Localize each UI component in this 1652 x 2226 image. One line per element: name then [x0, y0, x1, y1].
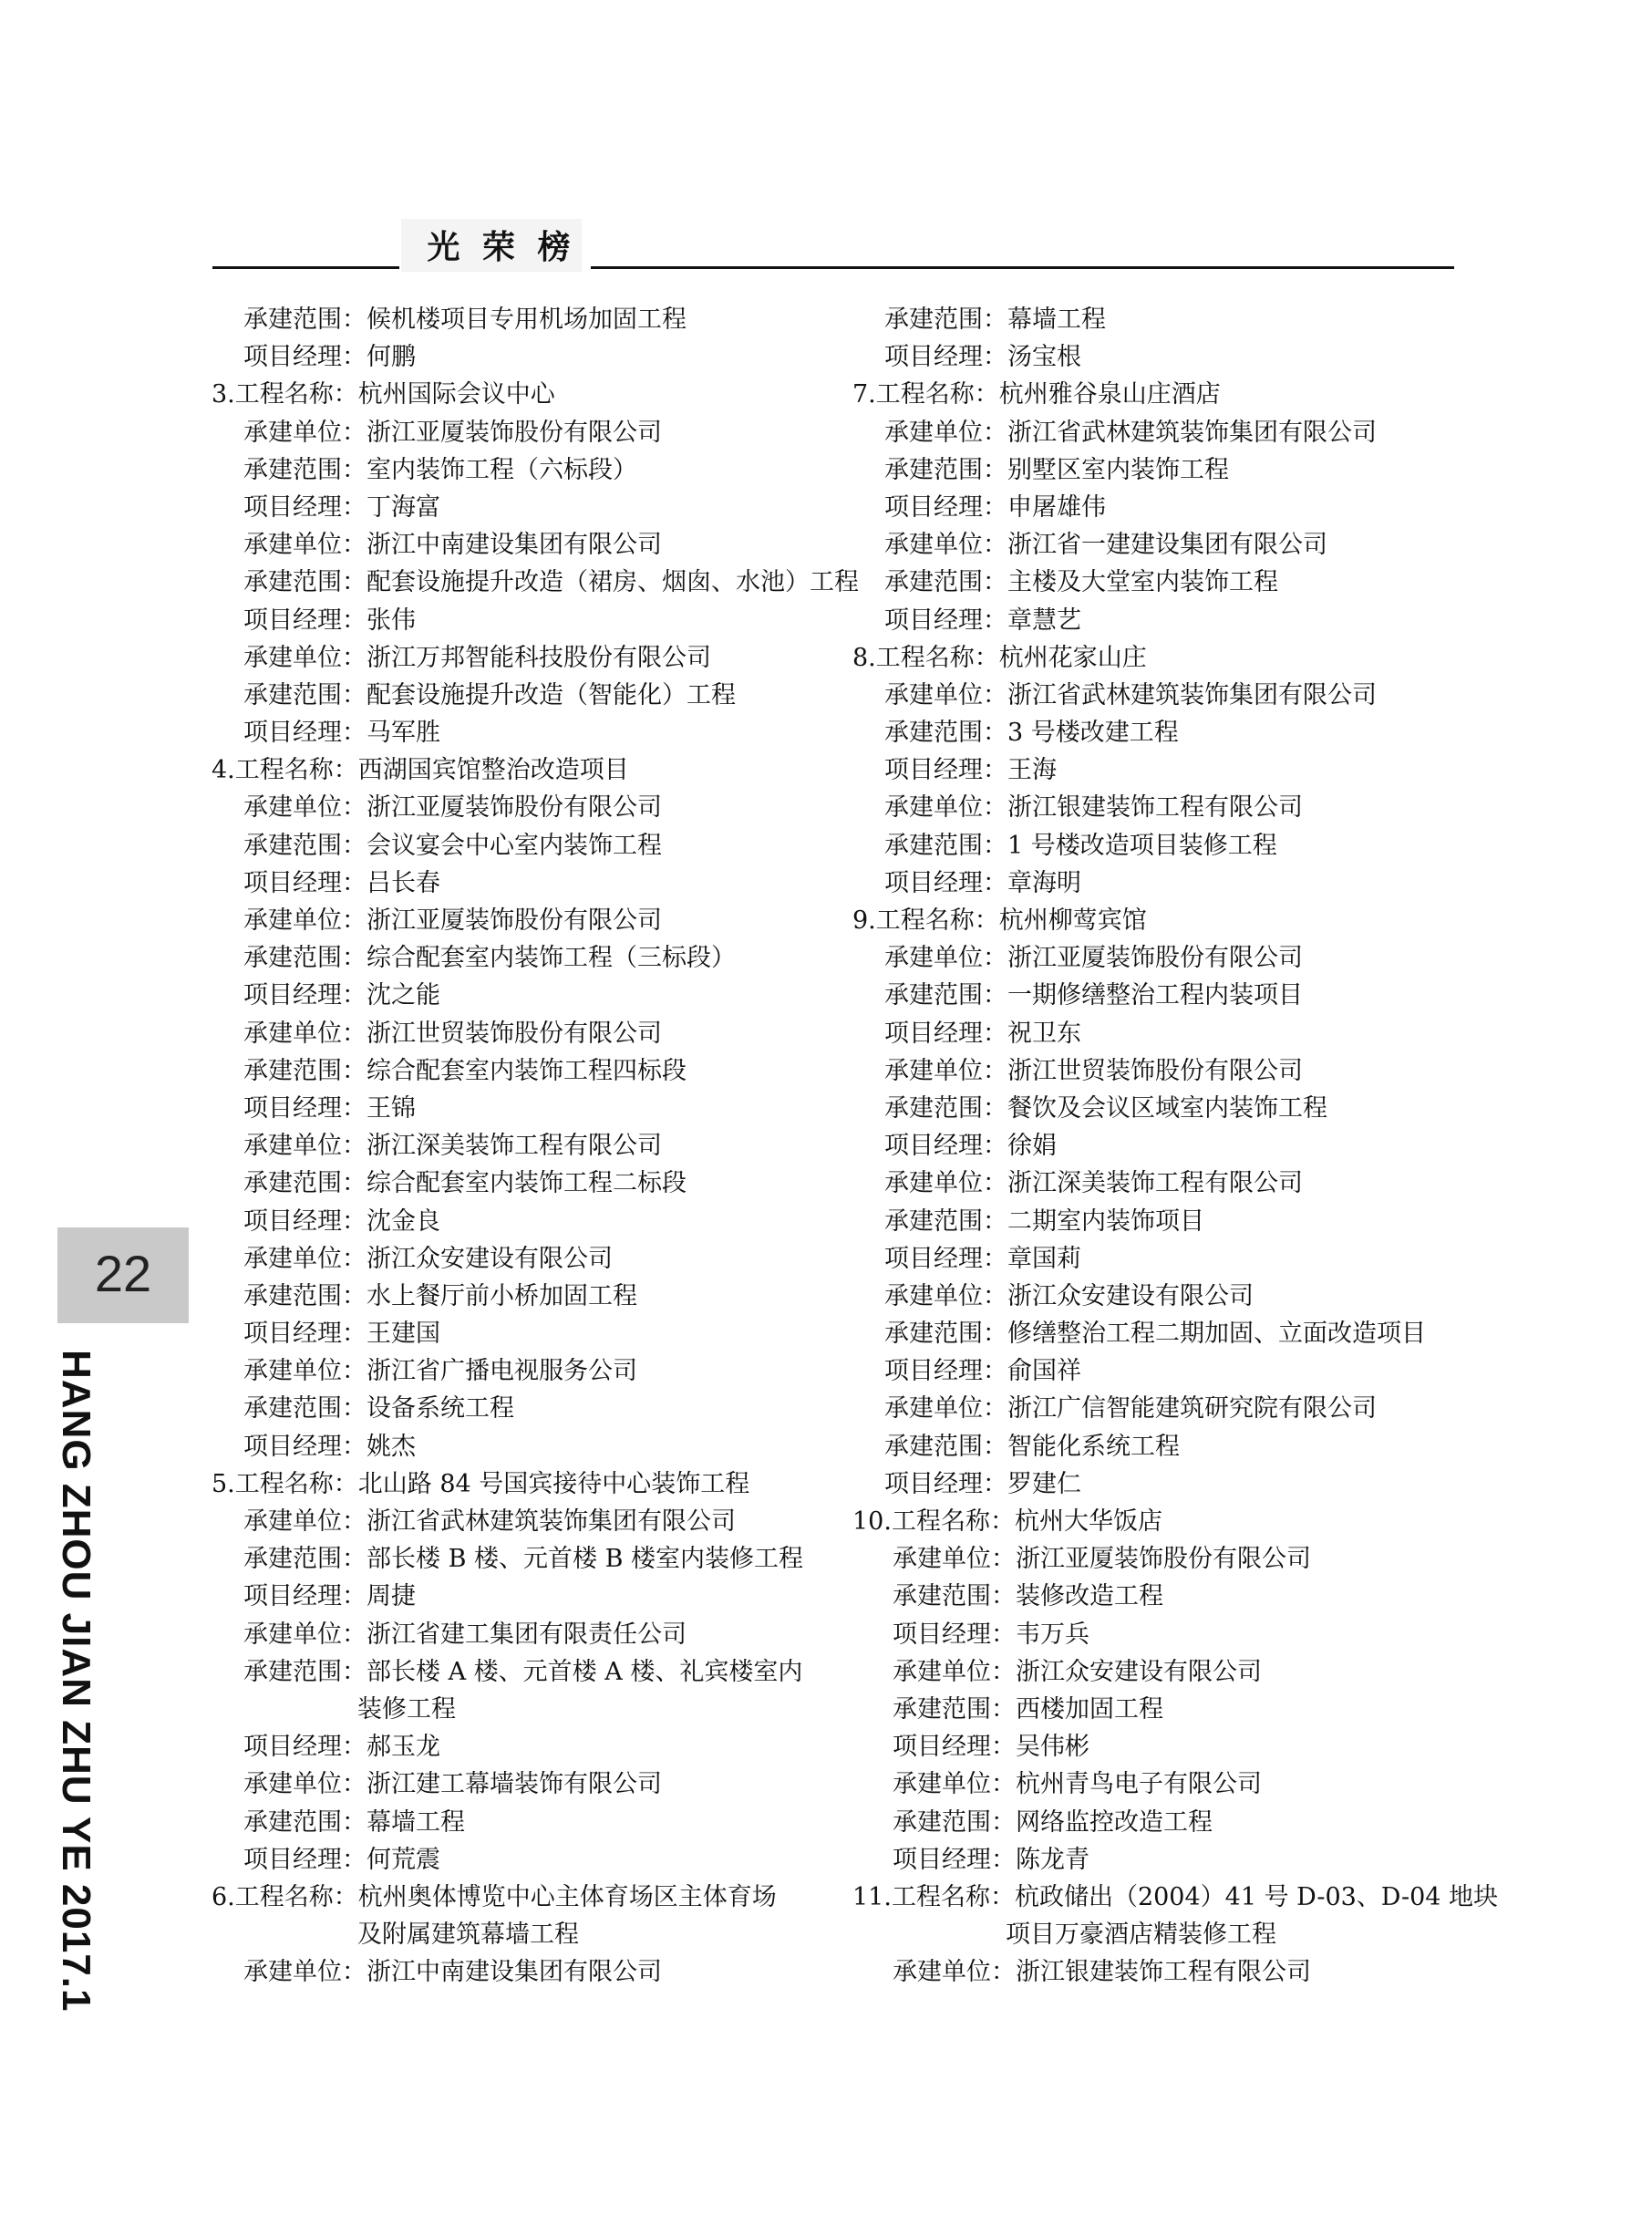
list-item: 项目经理：何鹏 — [243, 343, 416, 372]
list-item: 承建单位：浙江众安建设有限公司 — [893, 1657, 1262, 1686]
list-item: 承建单位：浙江省武林建筑装饰集团有限公司 — [884, 418, 1377, 447]
list-item: 承建范围：一期修缮整治工程内装项目 — [884, 981, 1303, 1010]
header-rule-right — [591, 266, 1454, 269]
list-item: 承建范围：部长楼 B 楼、元首楼 B 楼室内装修工程 — [243, 1545, 804, 1574]
list-item: 项目经理：吴伟彬 — [893, 1733, 1089, 1762]
page-number: 22 — [94, 1245, 152, 1302]
list-item: 项目经理：罗建仁 — [884, 1469, 1081, 1498]
list-item: 及附属建筑幕墙工程 — [357, 1921, 579, 1950]
project-heading: 11.工程名称：杭政储出（2004）41 号 D-03、D-04 地块 — [852, 1882, 1499, 1911]
list-item: 承建范围：幕墙工程 — [884, 305, 1106, 334]
right-column — [852, 301, 1499, 1991]
list-item: 承建范围：餐饮及会议区域室内装饰工程 — [884, 1093, 1327, 1123]
list-item: 承建范围：配套设施提升改造（裙房、烟囱、水池）工程 — [243, 568, 859, 597]
list-item: 项目经理：沈金良 — [243, 1206, 440, 1236]
list-item: 项目经理：姚杰 — [243, 1432, 416, 1461]
list-item: 承建单位：浙江世贸装饰股份有限公司 — [884, 1056, 1303, 1085]
list-item: 承建单位：浙江银建装饰工程有限公司 — [893, 1958, 1311, 1987]
list-item: 项目经理：章海明 — [884, 868, 1081, 897]
list-item: 承建单位：浙江亚厦装饰股份有限公司 — [243, 906, 662, 935]
list-item: 承建范围：综合配套室内装饰工程二标段 — [243, 1169, 687, 1198]
list-item: 承建单位：浙江广信智能建筑研究院有限公司 — [884, 1394, 1377, 1424]
list-item: 承建单位：浙江省广播电视服务公司 — [243, 1357, 637, 1386]
list-item: 承建范围：综合配套室内装饰工程（三标段） — [243, 944, 736, 973]
page-number-box — [57, 1227, 189, 1323]
list-item: 承建单位：浙江建工幕墙装饰有限公司 — [243, 1770, 662, 1799]
list-item: 承建范围：修缮整治工程二期加固、立面改造项目 — [884, 1320, 1426, 1349]
list-item: 承建单位：浙江世贸装饰股份有限公司 — [243, 1019, 662, 1048]
list-item: 承建单位：浙江深美装饰工程有限公司 — [243, 1132, 662, 1161]
list-item: 承建范围：1 号楼改造项目装修工程 — [884, 831, 1277, 860]
list-item: 承建范围：室内装饰工程（六标段） — [243, 455, 637, 484]
list-item: 承建单位：浙江中南建设集团有限公司 — [243, 1958, 662, 1987]
list-item: 项目万豪酒店精装修工程 — [1006, 1921, 1276, 1950]
project-heading: 4.工程名称：西湖国宾馆整治改造项目 — [212, 756, 629, 785]
list-item: 承建范围：3 号楼改建工程 — [884, 719, 1179, 748]
list-item: 承建单位：杭州青鸟电子有限公司 — [893, 1770, 1262, 1799]
project-heading: 8.工程名称：杭州花家山庄 — [852, 643, 1147, 672]
list-item: 项目经理：丁海富 — [243, 492, 440, 522]
list-item: 承建范围：网络监控改造工程 — [893, 1807, 1213, 1837]
list-item: 承建单位：浙江万邦智能科技股份有限公司 — [243, 643, 711, 672]
list-item: 承建范围：智能化系统工程 — [884, 1432, 1180, 1461]
list-item: 承建范围：别墅区室内装饰工程 — [884, 455, 1229, 484]
list-item: 承建范围：综合配套室内装饰工程四标段 — [243, 1056, 687, 1085]
header-rule-left — [212, 266, 399, 269]
project-heading: 5.工程名称：北山路 84 号国宾接待中心装饰工程 — [212, 1469, 750, 1498]
list-item: 承建单位：浙江省武林建筑装饰集团有限公司 — [243, 1507, 736, 1536]
list-item: 承建单位：浙江省一建建设集团有限公司 — [884, 531, 1327, 560]
list-item: 承建单位：浙江众安建设有限公司 — [243, 1244, 613, 1273]
list-item: 项目经理：郝玉龙 — [243, 1733, 440, 1762]
list-item: 项目经理：章慧艺 — [884, 606, 1081, 635]
list-item: 承建单位：浙江深美装饰工程有限公司 — [884, 1169, 1303, 1198]
list-item: 项目经理：王锦 — [243, 1093, 416, 1123]
list-item: 项目经理：韦万兵 — [893, 1620, 1089, 1649]
list-item: 项目经理：徐娟 — [884, 1132, 1057, 1161]
list-item: 项目经理：俞国祥 — [884, 1357, 1081, 1386]
list-item: 承建单位：浙江众安建设有限公司 — [884, 1281, 1254, 1310]
list-item: 承建范围：装修改造工程 — [893, 1582, 1163, 1611]
list-item: 承建范围：主楼及大堂室内装饰工程 — [884, 568, 1278, 597]
list-item: 承建单位：浙江银建装饰工程有限公司 — [884, 793, 1303, 823]
list-item: 项目经理：汤宝根 — [884, 343, 1081, 372]
list-item: 装修工程 — [357, 1694, 456, 1724]
list-item: 承建范围：会议宴会中心室内装饰工程 — [243, 831, 662, 860]
list-item: 项目经理：王建国 — [243, 1320, 440, 1349]
list-item: 项目经理：何荒震 — [243, 1845, 440, 1874]
list-item: 承建范围：水上餐厅前小桥加固工程 — [243, 1281, 637, 1310]
list-item: 承建单位：浙江省建工集团有限责任公司 — [243, 1620, 687, 1649]
list-item: 项目经理：张伟 — [243, 606, 416, 635]
list-item: 项目经理：申屠雄伟 — [884, 492, 1106, 522]
list-item: 承建范围：西楼加固工程 — [893, 1694, 1163, 1724]
list-item: 承建范围：二期室内装饰项目 — [884, 1206, 1204, 1236]
section-title: 光 荣 榜 — [427, 229, 576, 266]
list-item: 承建单位：浙江亚厦装饰股份有限公司 — [243, 418, 662, 447]
list-item: 承建单位：浙江中南建设集团有限公司 — [243, 531, 662, 560]
list-item: 项目经理：周捷 — [243, 1582, 416, 1611]
project-heading: 10.工程名称：杭州大华饭店 — [852, 1507, 1162, 1536]
list-item: 项目经理：王海 — [884, 756, 1057, 785]
project-heading: 9.工程名称：杭州柳莺宾馆 — [852, 906, 1147, 935]
list-item: 项目经理：马军胜 — [243, 719, 440, 748]
journal-side-title: HANG ZHOU JIAN ZHU YE 2017.1 — [54, 1350, 98, 2013]
list-item: 承建单位：浙江省武林建筑装饰集团有限公司 — [884, 680, 1377, 709]
list-item: 项目经理：章国莉 — [884, 1244, 1081, 1273]
list-item: 承建单位：浙江亚厦装饰股份有限公司 — [243, 793, 662, 823]
list-item: 承建范围：设备系统工程 — [243, 1394, 514, 1424]
left-column — [212, 301, 859, 1991]
project-heading: 6.工程名称：杭州奥体博览中心主体育场区主体育场 — [212, 1882, 777, 1911]
list-item: 承建单位：浙江亚厦装饰股份有限公司 — [884, 944, 1303, 973]
list-item: 承建范围：部长楼 A 楼、元首楼 A 楼、礼宾楼室内 — [243, 1657, 803, 1686]
list-item: 项目经理：吕长春 — [243, 868, 440, 897]
list-item: 承建范围：幕墙工程 — [243, 1807, 465, 1837]
list-item: 承建范围：配套设施提升改造（智能化）工程 — [243, 680, 736, 709]
project-heading: 7.工程名称：杭州雅谷泉山庄酒店 — [852, 380, 1221, 409]
list-item: 承建单位：浙江亚厦装饰股份有限公司 — [893, 1545, 1311, 1574]
list-item: 项目经理：祝卫东 — [884, 1019, 1081, 1048]
project-heading: 3.工程名称：杭州国际会议中心 — [212, 380, 555, 409]
list-item: 承建范围：候机楼项目专用机场加固工程 — [243, 305, 687, 334]
list-item: 项目经理：陈龙青 — [893, 1845, 1089, 1874]
list-item: 项目经理：沈之能 — [243, 981, 440, 1010]
